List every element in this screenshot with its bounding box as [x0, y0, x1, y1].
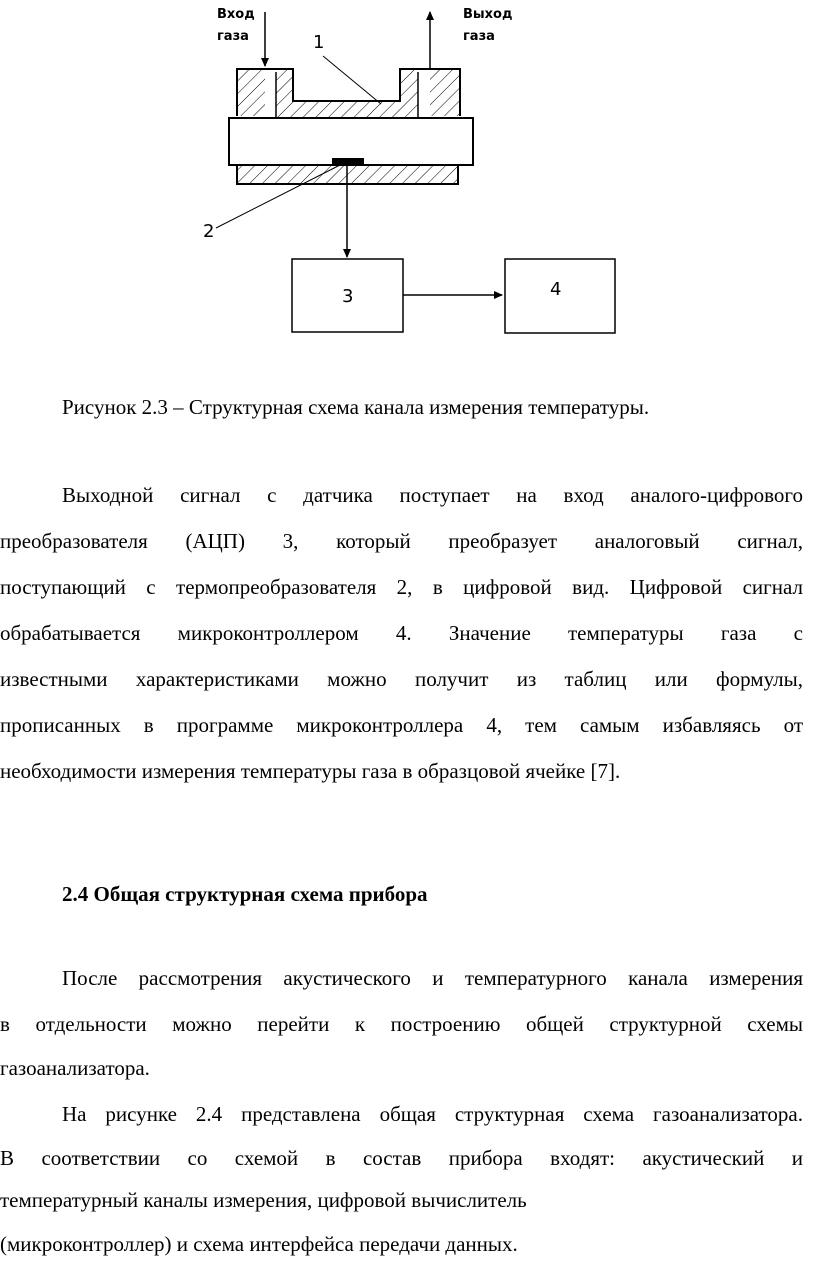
paragraph3-line: В соответствии со схемой в состав прибора входят: акустический и: [0, 1146, 803, 1170]
label-4: 4: [550, 279, 562, 300]
label-3: 3: [342, 286, 354, 307]
paragraph3-line: температурный каналы измерения, цифровой вычислитель: [0, 1188, 527, 1212]
gas-outlet-label-line2: газа: [463, 29, 495, 44]
paragraph2-line: После рассмотрения акустического и температурного канала измерения: [62, 966, 803, 990]
paragraph3-line: (микроконтроллер) и схема интерфейса передачи данных.: [0, 1232, 518, 1256]
paragraph1-line: необходимости измерения температуры газа в образцовой ячейке [7].: [0, 759, 621, 783]
paragraph1-line: прописанных в программе микроконтроллера 4, тем самым избавляясь от: [0, 713, 803, 737]
paragraph2-line: в отдельности можно перейти к построению общей структурной схемы: [0, 1012, 803, 1036]
gas-outlet-label-line1: Выход: [463, 7, 513, 22]
paragraph1-line: Выходной сигнал с датчика поступает на вход аналого-цифрового: [62, 483, 803, 507]
paragraph1-line: известными характеристиками можно получит из таблиц или формулы,: [0, 667, 803, 691]
paragraph2-line: газоанализатора.: [0, 1056, 150, 1080]
measuring-cell: [229, 69, 473, 184]
paragraph1-line: обрабатывается микроконтроллером 4. Значение температуры газа с: [0, 621, 803, 645]
label-1: 1: [313, 32, 325, 53]
gas-inlet-label-line1: Вход: [217, 7, 255, 22]
leader-1: [323, 56, 381, 104]
paragraph1-line: поступающий с термопреобразователя 2, в цифровой вид. Цифровой сигнал: [0, 575, 803, 599]
paragraph3-line: На рисунке 2.4 представлена общая структурная схема газоанализатора.: [62, 1102, 803, 1126]
temperature-channel-diagram: [0, 0, 816, 360]
gas-inlet-label-line2: газа: [217, 29, 249, 44]
section-heading: 2.4 Общая структурная схема прибора: [62, 882, 428, 906]
figure-caption: Рисунок 2.3 – Структурная схема канала измерения температуры.: [62, 395, 650, 419]
temperature-sensor: [332, 158, 364, 164]
label-2: 2: [203, 221, 215, 242]
paragraph1-line: преобразователя (АЦП) 3, который преобразует аналоговый сигнал,: [0, 529, 803, 553]
